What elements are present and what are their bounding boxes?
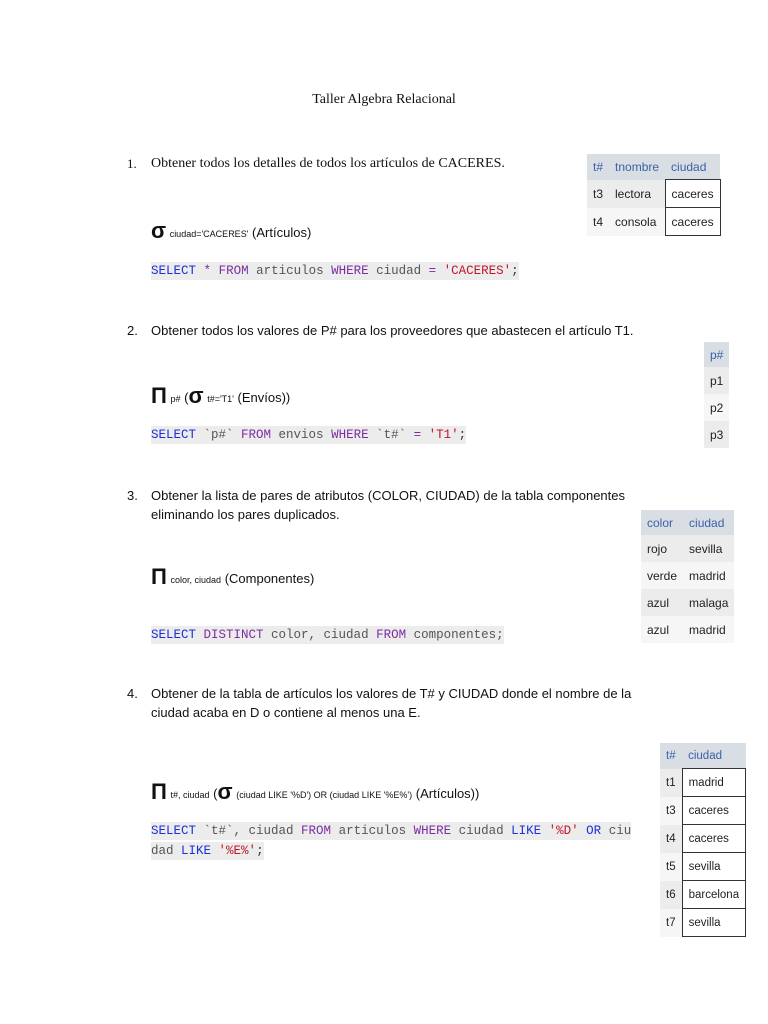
q2-sql: [151, 425, 466, 445]
table-cell: verde: [641, 562, 683, 589]
q4-result-table: [660, 743, 746, 937]
q3-text: [151, 486, 625, 524]
column-header: t#: [587, 154, 609, 180]
document-title: Taller Algebra Relacional: [312, 92, 456, 107]
sql-token: [211, 844, 219, 858]
table-header-row: [660, 743, 746, 769]
table-row: [660, 853, 746, 881]
table-cell: malaga: [683, 589, 734, 616]
sql-token: WHERE: [413, 824, 452, 838]
open-paren: (: [213, 786, 218, 801]
q1-text: Obtener todos los detalles de todos los artículos de CACERES.: [151, 156, 505, 171]
sql-token: `t#`: [368, 428, 414, 442]
relation-name: (Artículos)): [415, 786, 480, 801]
q2-number: 2.: [127, 323, 138, 338]
sql-token: WHERE: [331, 428, 369, 442]
sql-token: ;: [458, 428, 467, 442]
sql-token: [436, 264, 444, 278]
open-paren: (: [184, 390, 189, 405]
table-cell: caceres: [682, 825, 746, 853]
table-cell: caceres: [665, 208, 720, 236]
sql-token: envios: [271, 428, 332, 442]
table-cell: t1: [660, 769, 682, 797]
table-cell: t3: [587, 180, 609, 208]
selection-operator: σ: [151, 218, 167, 243]
sql-token: SELECT: [151, 264, 197, 278]
table-header-row: [704, 342, 729, 367]
q3-algebra: [151, 564, 314, 590]
sql-token: ciu: [601, 824, 632, 838]
table-cell: t6: [660, 881, 682, 909]
table-cell: lectora: [609, 180, 665, 208]
table-row: [660, 769, 746, 797]
sql-token: FROM: [376, 628, 407, 642]
sql-line-2: [151, 842, 264, 860]
sql-token: articulos: [248, 264, 332, 278]
table-cell: caceres: [682, 797, 746, 825]
table-cell: caceres: [665, 180, 720, 208]
table-cell: rojo: [641, 535, 683, 562]
table-cell: p1: [704, 367, 729, 394]
table-row: [704, 394, 729, 421]
table-header-row: [641, 510, 734, 535]
table-cell: sevilla: [682, 853, 746, 881]
table-cell: t4: [660, 825, 682, 853]
sql-token: [196, 628, 204, 642]
sql-token: =: [428, 264, 437, 278]
projection-operator: Π: [151, 383, 167, 408]
table-header-row: [587, 154, 720, 180]
q1-result-table: [587, 154, 721, 236]
table-row: [641, 616, 734, 643]
selection-condition: (ciudad LIKE '%D') OR (ciudad LIKE '%E%'): [236, 790, 413, 800]
q4-text-line-1: Obtener de la tabla de artículos los valores de T# y CIUDAD donde el nombre de la: [151, 686, 632, 701]
sql-token: color, ciudad: [263, 628, 377, 642]
q2-text: Obtener todos los valores de P# para los proveedores que abastecen el artículo T1.: [151, 323, 634, 338]
q1-number: 1.: [127, 156, 137, 171]
selection-operator: σ: [217, 779, 233, 804]
sql-token: '%E%': [218, 844, 257, 858]
selection-condition: ciudad='CACERES': [169, 229, 249, 239]
q4-text-line-2: ciudad acaba en D o contiene al menos una E.: [151, 705, 421, 720]
sql-token: SELECT: [151, 428, 197, 442]
table-cell: t7: [660, 909, 682, 937]
sql-token: '%D': [548, 824, 579, 838]
projection-attributes: t#, ciudad: [170, 790, 210, 800]
table-cell: t3: [660, 797, 682, 825]
sql-token: ciudad: [451, 824, 512, 838]
selection-condition: t#='T1': [207, 394, 234, 404]
q4-algebra: [151, 779, 479, 805]
table-cell: p2: [704, 394, 729, 421]
projection-operator: Π: [151, 779, 167, 804]
sql-token: WHERE: [331, 264, 369, 278]
table-row: [587, 180, 720, 208]
sql-line: [151, 262, 519, 280]
sql-token: DISTINCT: [203, 628, 264, 642]
sql-token: dad: [151, 844, 182, 858]
column-header: tnombre: [609, 154, 665, 180]
table-row: [587, 208, 720, 236]
table-row: [641, 562, 734, 589]
q3-number: 3.: [127, 488, 138, 503]
sql-token: 'T1': [428, 428, 459, 442]
column-header: ciudad: [683, 510, 734, 535]
column-header: ciudad: [682, 743, 746, 769]
table-row: [660, 909, 746, 937]
table-cell: sevilla: [682, 909, 746, 937]
sql-token: =: [413, 428, 422, 442]
table-row: [704, 367, 729, 394]
table-cell: madrid: [683, 562, 734, 589]
sql-token: [196, 264, 204, 278]
sql-token: `p#`: [196, 428, 242, 442]
column-header: p#: [704, 342, 729, 367]
sql-token: [211, 264, 219, 278]
sql-token: SELECT: [151, 824, 197, 838]
sql-token: FROM: [218, 264, 249, 278]
column-header: color: [641, 510, 683, 535]
q1-algebra: [151, 218, 311, 244]
table-row: [660, 797, 746, 825]
relation-name: (Componentes): [224, 571, 315, 586]
sql-token: ;: [256, 844, 264, 858]
projection-operator: Π: [151, 564, 167, 589]
table-cell: sevilla: [683, 535, 734, 562]
sql-token: ;: [511, 264, 519, 278]
table-row: [660, 881, 746, 909]
sql-token: LIKE: [181, 844, 212, 858]
sql-line-1: [151, 822, 631, 840]
sql-token: SELECT: [151, 628, 197, 642]
q3-result-table: [641, 510, 734, 643]
sql-token: `t#`, ciudad: [196, 824, 302, 838]
sql-token: FROM: [241, 428, 272, 442]
projection-attributes: color, ciudad: [170, 575, 222, 585]
sql-token: OR: [586, 824, 602, 838]
table-cell: t5: [660, 853, 682, 881]
table-row: [641, 589, 734, 616]
q4-text: [151, 684, 631, 722]
q1-sql: [151, 261, 519, 281]
q3-text-line-1: Obtener la lista de pares de atributos (COLOR, CIUDAD) de la tabla componentes: [151, 488, 626, 503]
relation-name: (Artículos): [252, 225, 312, 240]
column-header: t#: [660, 743, 682, 769]
sql-token: *: [203, 264, 212, 278]
sql-token: FROM: [301, 824, 332, 838]
sql-token: ciudad: [368, 264, 429, 278]
relation-name: (Envíos)): [237, 390, 291, 405]
sql-token: componentes;: [406, 628, 504, 642]
q4-sql: [151, 821, 631, 861]
q3-sql: [151, 625, 504, 645]
table-row: [660, 825, 746, 853]
table-cell: azul: [641, 616, 683, 643]
column-header: ciudad: [665, 154, 720, 180]
q2-algebra: [151, 383, 290, 409]
selection-operator: σ: [188, 383, 204, 408]
table-cell: t4: [587, 208, 609, 236]
table-cell: madrid: [683, 616, 734, 643]
table-cell: barcelona: [682, 881, 746, 909]
sql-token: [421, 428, 429, 442]
q2-result-table: [704, 342, 729, 448]
sql-token: articulos: [331, 824, 414, 838]
table-row: [704, 421, 729, 448]
sql-token: [541, 824, 549, 838]
sql-line: [151, 626, 504, 644]
table-cell: azul: [641, 589, 683, 616]
table-cell: p3: [704, 421, 729, 448]
q4-number: 4.: [127, 686, 138, 701]
table-row: [641, 535, 734, 562]
sql-token: 'CACERES': [443, 264, 512, 278]
q3-text-line-2: eliminando los pares duplicados.: [151, 507, 340, 522]
sql-token: LIKE: [511, 824, 542, 838]
table-cell: madrid: [682, 769, 746, 797]
table-cell: consola: [609, 208, 665, 236]
projection-attributes: p#: [170, 394, 181, 404]
sql-line: [151, 426, 466, 444]
